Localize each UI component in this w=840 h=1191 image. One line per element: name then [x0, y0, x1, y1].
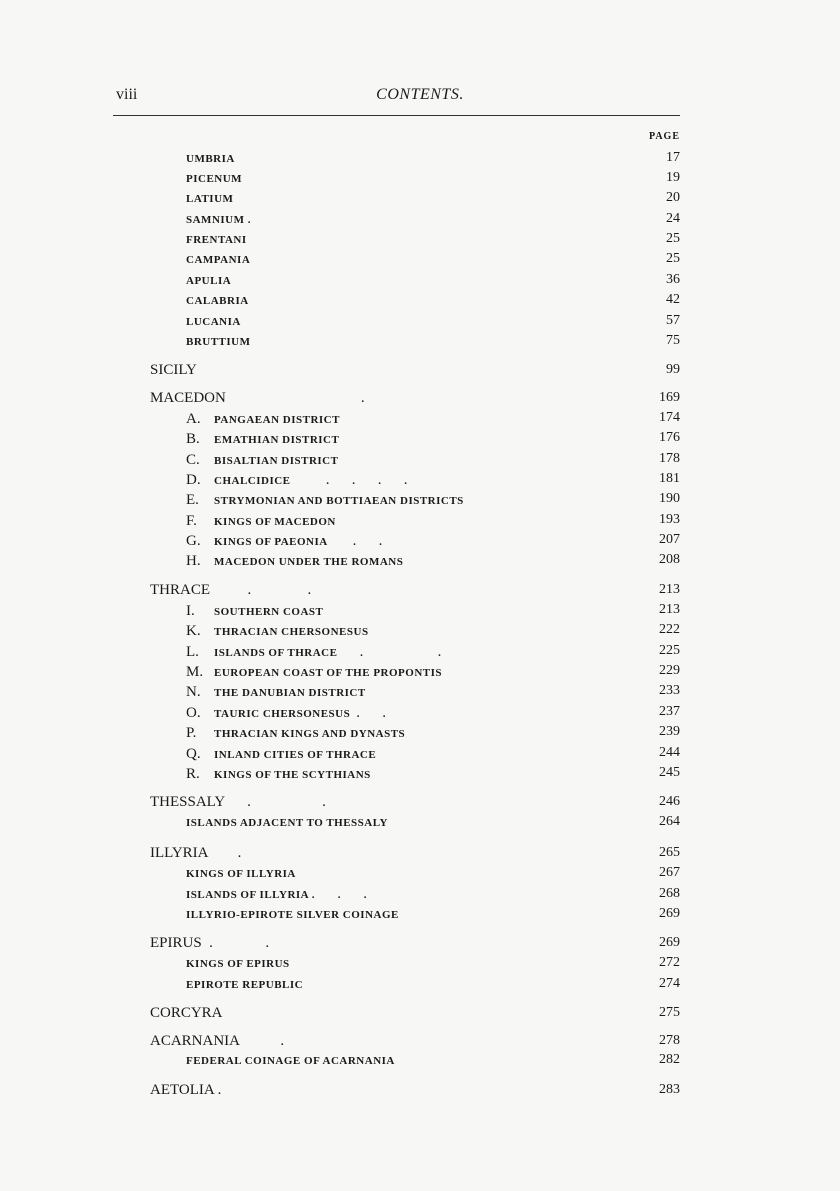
- toc-entry[interactable]: [0, 643, 840, 661]
- toc-entry-letter: O.: [186, 705, 201, 721]
- toc-entry-title: STRYMONIAN AND BOTTIAEAN DISTRICTS: [214, 495, 464, 507]
- toc-entry-title: UMBRIA: [186, 153, 235, 165]
- toc-entry-page: 225: [659, 643, 680, 658]
- toc-entry-title: AETOLIA .: [150, 1082, 222, 1098]
- toc-entry-page: 190: [659, 491, 680, 506]
- toc-entry-page: 264: [659, 814, 680, 829]
- toc-entry-title: ILLYRIO-EPIROTE SILVER COINAGE: [186, 909, 399, 921]
- toc-entry-title: ACARNANIA .: [150, 1033, 285, 1049]
- toc-entry-page: 20: [666, 190, 680, 205]
- toc-entry-page: 269: [659, 935, 680, 950]
- toc-entry-title: LATIUM: [186, 193, 234, 205]
- toc-entry[interactable]: [0, 1005, 840, 1023]
- toc-entry-page: 75: [666, 333, 680, 348]
- toc-entry-page: 245: [659, 765, 680, 780]
- toc-entry-title: KINGS OF ILLYRIA: [186, 868, 296, 880]
- toc-entry[interactable]: [0, 410, 840, 428]
- toc-entry-title: THESSALY . .: [150, 794, 326, 810]
- toc-entry[interactable]: [0, 512, 840, 530]
- page-number: viii: [116, 86, 138, 103]
- toc-entry-title: THRACIAN KINGS AND DYNASTS: [214, 728, 406, 740]
- toc-entry[interactable]: [0, 1082, 840, 1100]
- toc-entry-letter: F.: [186, 513, 197, 529]
- toc-entry-page: 36: [666, 272, 680, 287]
- toc-entry-page: 42: [666, 292, 680, 307]
- toc-entry-title: KINGS OF MACEDON: [214, 516, 336, 528]
- toc-entry[interactable]: [0, 886, 840, 904]
- toc-entry-page: 233: [659, 683, 680, 698]
- toc-entry[interactable]: [0, 251, 840, 269]
- toc-entry-page: 237: [659, 704, 680, 719]
- toc-entry-title: PANGAEAN DISTRICT: [214, 414, 340, 426]
- toc-entry-title: BRUTTIUM: [186, 336, 251, 348]
- toc-entry[interactable]: [0, 683, 840, 701]
- toc-entry-letter: A.: [186, 411, 201, 427]
- toc-entry-title: FRENTANI: [186, 234, 247, 246]
- toc-entry[interactable]: [0, 451, 840, 469]
- toc-entry[interactable]: [0, 491, 840, 509]
- toc-entry-page: 99: [666, 362, 680, 377]
- toc-entry-title: KINGS OF EPIRUS: [186, 958, 290, 970]
- toc-entry-page: 246: [659, 794, 680, 809]
- toc-entry[interactable]: [0, 292, 840, 310]
- toc-entry-page: 193: [659, 512, 680, 527]
- toc-entry-letter: P.: [186, 725, 197, 741]
- toc-entry-title: THRACIAN CHERSONESUS: [214, 626, 369, 638]
- toc-entry-title: ISLANDS OF ILLYRIA . . .: [186, 889, 368, 901]
- toc-entry[interactable]: [0, 532, 840, 550]
- toc-entry-title: SICILY: [150, 362, 197, 378]
- toc-entry-page: 265: [659, 845, 680, 860]
- toc-entry-letter: L.: [186, 644, 199, 660]
- toc-entry-page: 229: [659, 663, 680, 678]
- toc-entry[interactable]: [0, 845, 840, 863]
- toc-entry-letter: M.: [186, 664, 204, 680]
- toc-entry-page: 207: [659, 532, 680, 547]
- toc-entry-page: 239: [659, 724, 680, 739]
- toc-entry-title: ISLANDS OF THRACE . .: [214, 647, 442, 659]
- toc-entry-title: MACEDON .: [150, 390, 365, 406]
- toc-entry-page: 275: [659, 1005, 680, 1020]
- toc-entry-page: 278: [659, 1033, 680, 1048]
- toc-entry-title: THRACE . .: [150, 582, 312, 598]
- toc-entry-title: ISLANDS ADJACENT TO THESSALY: [186, 817, 388, 829]
- toc-entry-title: EMATHIAN DISTRICT: [214, 434, 340, 446]
- toc-entry[interactable]: [0, 1033, 840, 1051]
- toc-entry-page: 19: [666, 170, 680, 185]
- toc-entry[interactable]: [0, 663, 840, 681]
- toc-entry[interactable]: [0, 765, 840, 783]
- running-head: CONTENTS.: [376, 86, 464, 103]
- toc-entry[interactable]: [0, 704, 840, 722]
- toc-entry-letter: B.: [186, 431, 200, 447]
- toc-entry[interactable]: [0, 170, 840, 188]
- toc-entry-title: THE DANUBIAN DISTRICT: [214, 687, 366, 699]
- toc-entry[interactable]: [0, 976, 840, 994]
- toc-entry[interactable]: [0, 906, 840, 924]
- toc-entry-letter: N.: [186, 684, 201, 700]
- toc-entry-page: 282: [659, 1052, 680, 1067]
- toc-entry[interactable]: [0, 190, 840, 208]
- toc-entry-page: 57: [666, 313, 680, 328]
- toc-entry[interactable]: [0, 865, 840, 883]
- toc-entry[interactable]: [0, 313, 840, 331]
- toc-entry-title: ILLYRIA .: [150, 845, 242, 861]
- toc-entry-title: EPIRUS . .: [150, 935, 270, 951]
- toc-entry-page: 267: [659, 865, 680, 880]
- toc-entry-letter: Q.: [186, 746, 201, 762]
- toc-entry-title: SOUTHERN COAST: [214, 606, 324, 618]
- toc-entry-page: 208: [659, 552, 680, 567]
- toc-entry-page: 174: [659, 410, 680, 425]
- toc-entry-title: CHALCIDICE . . . .: [214, 475, 408, 487]
- toc-entry[interactable]: [0, 231, 840, 249]
- toc-entry-page: 25: [666, 231, 680, 246]
- toc-entry-title: KINGS OF THE SCYTHIANS: [214, 769, 371, 781]
- toc-entry-title: PICENUM: [186, 173, 243, 185]
- toc-entry-page: 24: [666, 211, 680, 226]
- toc-entry-title: CALABRIA: [186, 295, 249, 307]
- toc-entry[interactable]: [0, 552, 840, 570]
- toc-entry-letter: C.: [186, 452, 200, 468]
- toc-entry[interactable]: [0, 272, 840, 290]
- toc-entry-title: APULIA: [186, 275, 232, 287]
- toc-entry[interactable]: [0, 935, 840, 953]
- toc-entry-page: 181: [659, 471, 680, 486]
- toc-entry-title: EUROPEAN COAST OF THE PROPONTIS: [214, 667, 442, 679]
- toc-entry-page: 244: [659, 745, 680, 760]
- toc-entry-title: SAMNIUM .: [186, 214, 251, 226]
- toc-entry-title: KINGS OF PAEONIA . .: [214, 536, 383, 548]
- toc-entry-page: 272: [659, 955, 680, 970]
- toc-entry-letter: D.: [186, 472, 201, 488]
- toc-entry[interactable]: [0, 622, 840, 640]
- toc-entry[interactable]: [0, 390, 840, 408]
- toc-entry-page: 213: [659, 602, 680, 617]
- toc-entry-letter: K.: [186, 623, 201, 639]
- toc-entry-page: 283: [659, 1082, 680, 1097]
- toc-entry[interactable]: [0, 955, 840, 973]
- toc-entry[interactable]: [0, 724, 840, 742]
- toc-entry[interactable]: [0, 430, 840, 448]
- toc-entry-page: 274: [659, 976, 680, 991]
- toc-entry-page: 25: [666, 251, 680, 266]
- toc-entry-page: 269: [659, 906, 680, 921]
- toc-entry-letter: E.: [186, 492, 199, 508]
- toc-entry-title: LUCANIA: [186, 316, 241, 328]
- toc-entry-page: 213: [659, 582, 680, 597]
- toc-entry-page: 169: [659, 390, 680, 405]
- toc-entry[interactable]: [0, 150, 840, 168]
- toc-entry-letter: G.: [186, 533, 201, 549]
- toc-entry-page: 268: [659, 886, 680, 901]
- toc-entry-title: FEDERAL COINAGE OF ACARNANIA: [186, 1055, 395, 1067]
- toc-entry[interactable]: [0, 745, 840, 763]
- toc-entry[interactable]: [0, 602, 840, 620]
- toc-entry-title: MACEDON UNDER THE ROMANS: [214, 556, 404, 568]
- toc-entry[interactable]: [0, 211, 840, 229]
- toc-entry-letter: H.: [186, 553, 201, 569]
- toc-entry-page: 178: [659, 451, 680, 466]
- header-rule: [113, 115, 680, 116]
- toc-entry[interactable]: [0, 794, 840, 812]
- page-column-label: PAGE: [648, 131, 680, 142]
- toc-entry-title: CORCYRA: [150, 1005, 223, 1021]
- toc-entry[interactable]: [0, 814, 840, 832]
- toc-entry[interactable]: [0, 471, 840, 489]
- toc-entry-title: BISALTIAN DISTRICT: [214, 455, 339, 467]
- toc-entry-title: INLAND CITIES OF THRACE: [214, 749, 377, 761]
- toc-entry-page: 17: [666, 150, 680, 165]
- toc-entry-page: 222: [659, 622, 680, 637]
- toc-entry-title: TAURIC CHERSONESUS . .: [214, 708, 386, 720]
- toc-entry-title: CAMPANIA: [186, 254, 251, 266]
- toc-entry[interactable]: [0, 582, 840, 600]
- toc-entry[interactable]: [0, 362, 840, 380]
- toc-entry-letter: R.: [186, 766, 200, 782]
- toc-entry[interactable]: [0, 333, 840, 351]
- toc-entry-letter: I.: [186, 603, 195, 619]
- toc-entry-title: EPIROTE REPUBLIC: [186, 979, 304, 991]
- toc-entry[interactable]: [0, 1052, 840, 1070]
- toc-entry-page: 176: [659, 430, 680, 445]
